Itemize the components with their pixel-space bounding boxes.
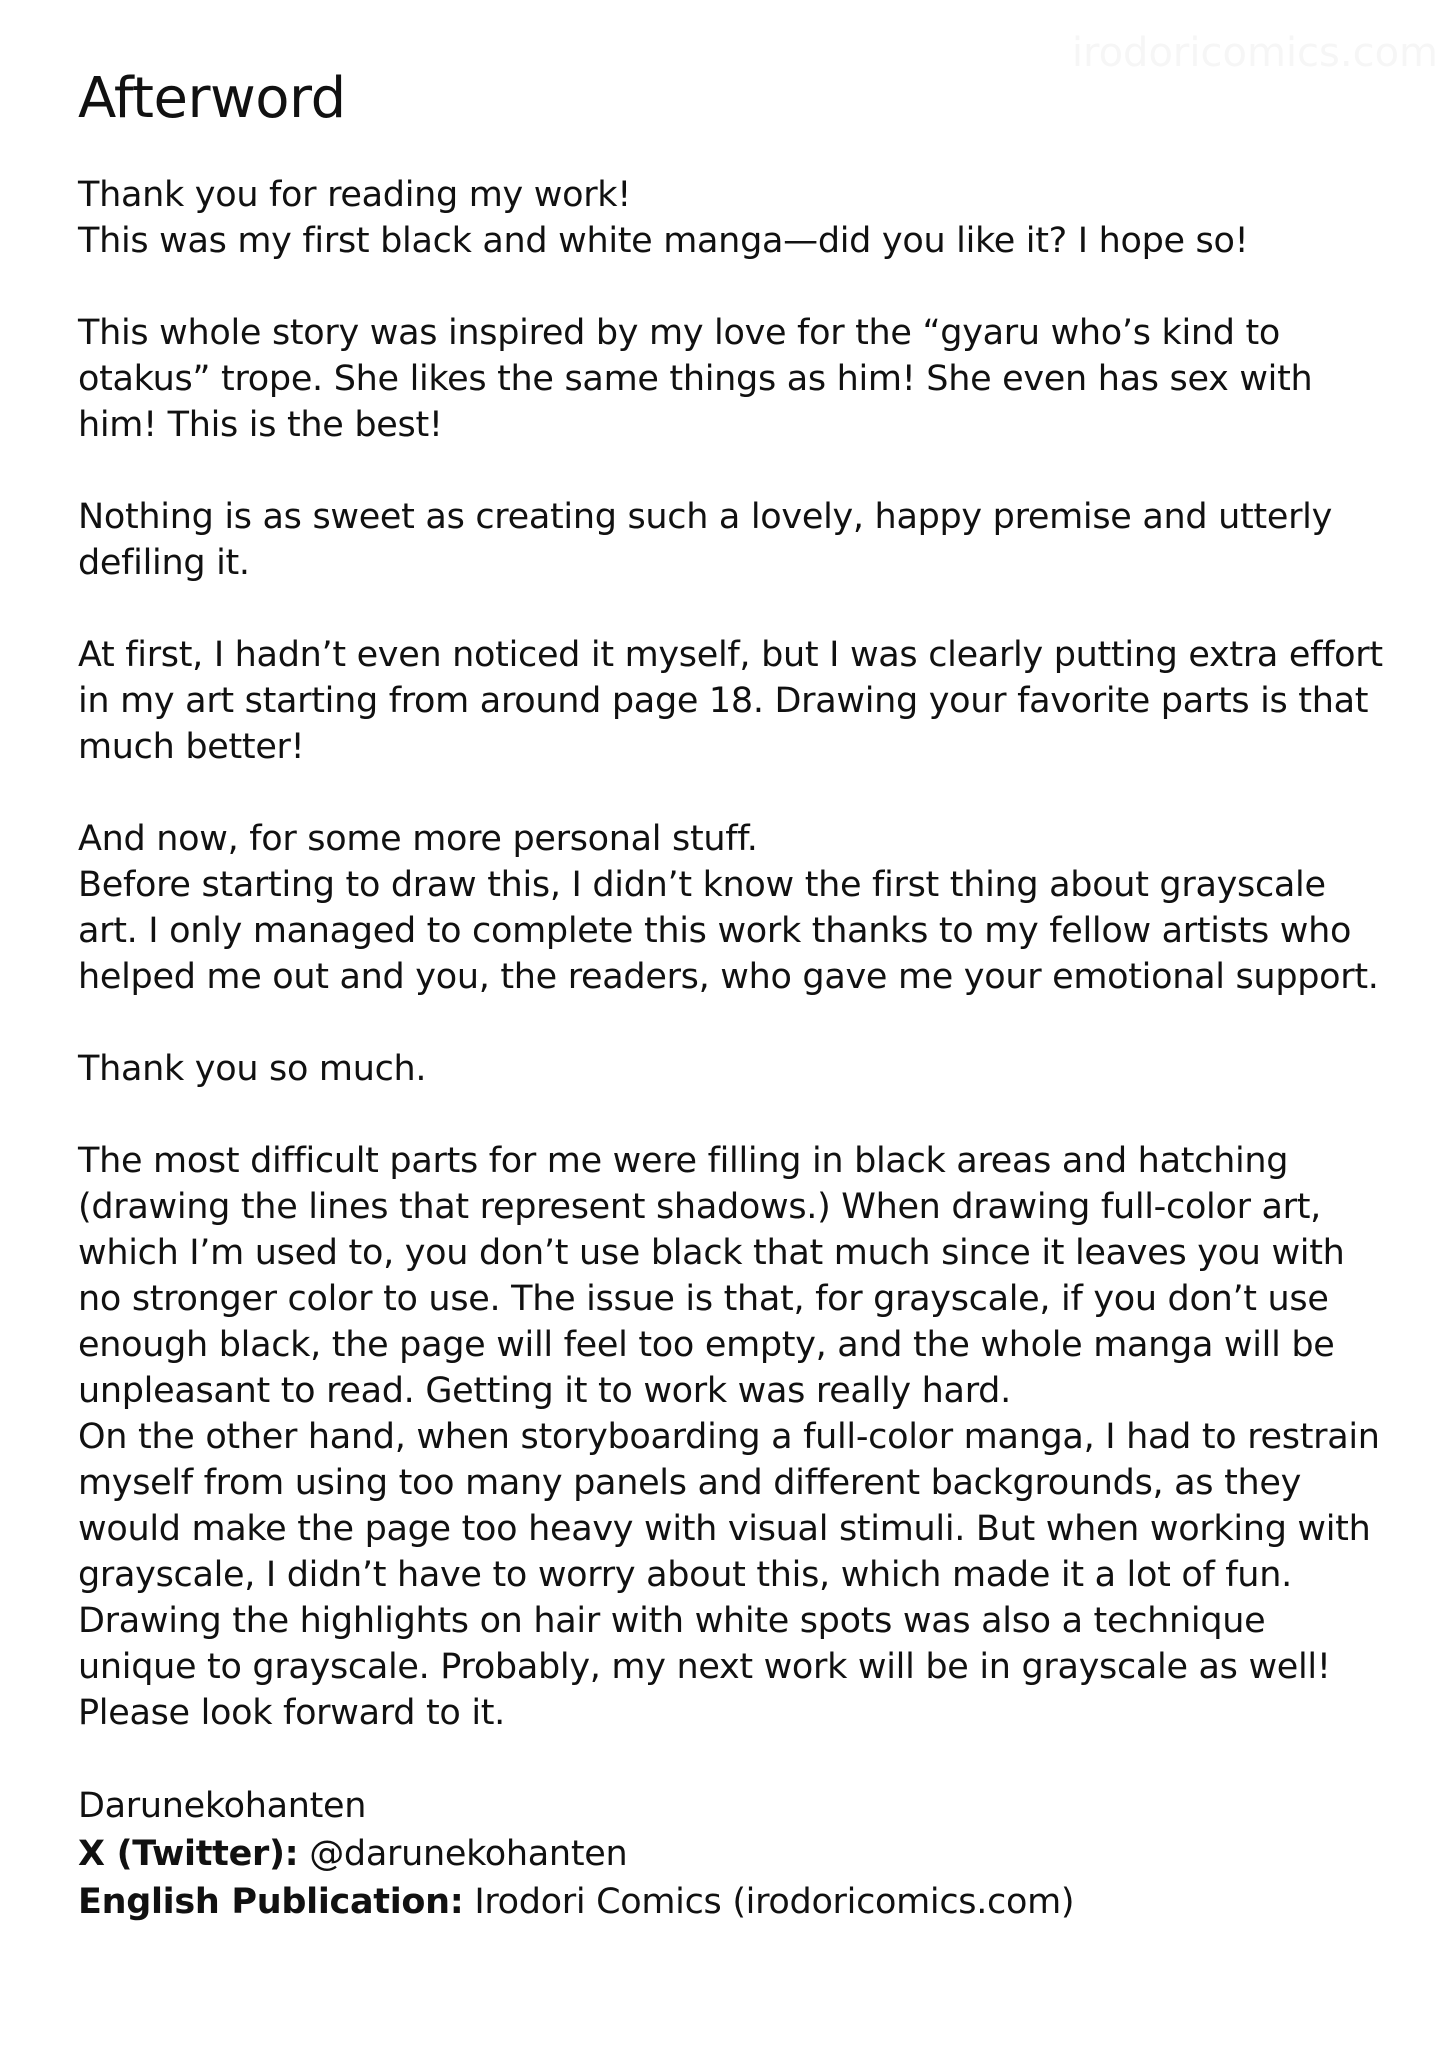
text-line: Thank you for reading my work! xyxy=(78,175,631,215)
publication-label: English Publication: xyxy=(78,1882,464,1922)
text-line: And now, for some more personal stuff. xyxy=(78,819,758,859)
text-line: (drawing the lines that represent shadows.) When drawing full-color art, xyxy=(78,1187,1321,1227)
text-line: no stronger color to use. The issue is that, for grayscale, if you don’t use xyxy=(78,1279,1329,1319)
text-line: At first, I hadn’t even noticed it myself, but I was clearly putting extra effort xyxy=(78,635,1383,675)
paragraph xyxy=(78,172,1398,264)
text-line: Please look forward to it. xyxy=(78,1693,506,1733)
signature-block xyxy=(78,1782,1398,1926)
text-line: grayscale, I didn’t have to worry about this, which made it a lot of fun. xyxy=(78,1555,1292,1595)
paragraph xyxy=(78,1138,1398,1736)
paragraph xyxy=(78,310,1398,448)
text-line: Drawing the highlights on hair with white spots was also a technique xyxy=(78,1601,1266,1641)
paragraph xyxy=(78,494,1398,586)
twitter-handle: @darunekohanten xyxy=(309,1834,628,1874)
text-line: unpleasant to read. Getting it to work was really hard. xyxy=(78,1371,1011,1411)
page-title: Afterword xyxy=(78,66,346,131)
text-line: The most difficult parts for me were filling in black areas and hatching xyxy=(78,1141,1289,1181)
text-line: unique to grayscale. Probably, my next work will be in grayscale as well! xyxy=(78,1647,1331,1687)
text-line: much better! xyxy=(78,727,305,767)
text-line: in my art starting from around page 18. Drawing your favorite parts is that xyxy=(78,681,1369,721)
publication-value: Irodori Comics (irodoricomics.com) xyxy=(474,1882,1075,1922)
text-line: defiling it. xyxy=(78,543,250,583)
paragraph xyxy=(78,632,1398,770)
text-line: Thank you so much. xyxy=(78,1049,427,1089)
paragraph xyxy=(78,1046,1398,1092)
text-line: art. I only managed to complete this work thanks to my fellow artists who xyxy=(78,911,1352,951)
afterword-page xyxy=(78,64,1398,1926)
text-line: myself from using too many panels and different backgrounds, as they xyxy=(78,1463,1302,1503)
twitter-line xyxy=(78,1830,1398,1878)
text-line: him! This is the best! xyxy=(78,405,443,445)
text-line: otakus” trope. She likes the same things as him! She even has sex with xyxy=(78,359,1313,399)
text-line: would make the page too heavy with visual stimuli. But when working with xyxy=(78,1509,1371,1549)
text-line: which I’m used to, you don’t use black that much since it leaves you with xyxy=(78,1233,1345,1273)
text-line: This whole story was inspired by my love for the “gyaru who’s kind to xyxy=(78,313,1281,353)
text-line: This was my first black and white manga—did you like it? I hope so! xyxy=(78,221,1249,261)
twitter-label: X (Twitter): xyxy=(78,1834,299,1874)
text-line: helped me out and you, the readers, who gave me your emotional support. xyxy=(78,957,1379,997)
text-line: On the other hand, when storyboarding a full-color manga, I had to restrain xyxy=(78,1417,1380,1457)
text-line: enough black, the page will feel too empty, and the whole manga will be xyxy=(78,1325,1335,1365)
text-line: Nothing is as sweet as creating such a lovely, happy premise and utterly xyxy=(78,497,1333,537)
paragraph xyxy=(78,816,1398,1000)
body-text xyxy=(78,172,1398,1736)
text-line: Before starting to draw this, I didn’t know the first thing about grayscale xyxy=(78,865,1326,905)
watermark: irodoricomics.com xyxy=(1071,30,1438,76)
author-name: Darunekohanten xyxy=(78,1786,367,1826)
publication-line xyxy=(78,1878,1398,1926)
